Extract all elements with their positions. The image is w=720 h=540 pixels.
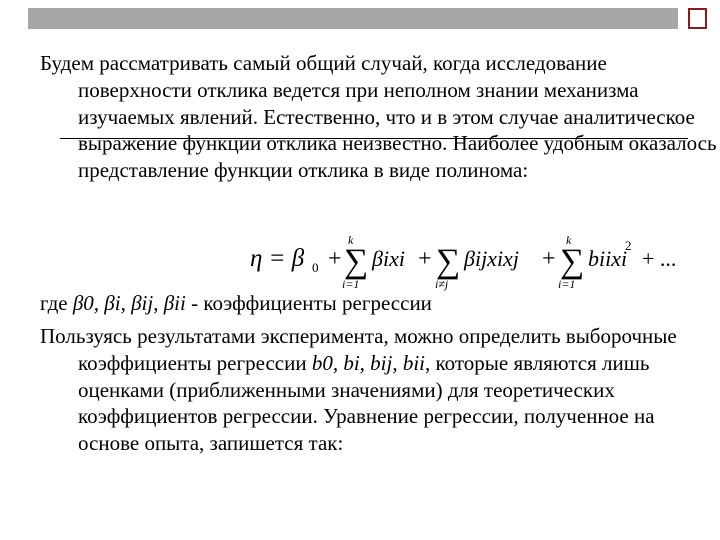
sum1-upper-limit: k	[348, 233, 354, 247]
results-paragraph	[40, 323, 718, 457]
coeff-suffix: - коэффициенты регрессии	[185, 291, 432, 315]
sum1-term: βixi	[372, 246, 405, 271]
sum1-lower-limit: i=1	[342, 277, 360, 291]
eq-plus-2: +	[418, 246, 432, 272]
coeff-symbols: β0, βi, βij, βii	[72, 291, 186, 315]
sum3-term-superscript: 2	[625, 238, 632, 253]
sum2-term: βijxixj	[464, 246, 519, 271]
eq-plus-1: +	[328, 246, 342, 272]
coeff-prefix: где	[40, 291, 73, 315]
sample-coeff-symbols: b0, bi, bij, bii	[311, 350, 426, 375]
eq-plus-3: +	[542, 246, 556, 272]
eq-ellipsis: + ...	[642, 246, 677, 271]
sum3-sigma: ∑	[560, 243, 585, 280]
corner-square-decoration	[688, 8, 707, 29]
sum3-lower-limit: i=1	[558, 277, 576, 291]
coefficients-line	[40, 290, 718, 317]
eq-lhs: η = β	[250, 245, 305, 272]
eq-lhs-subscript: 0	[312, 260, 319, 275]
sum3-upper-limit: k	[566, 233, 572, 247]
results-text-1: Пользуясь результатами эксперимента, можно определить выборочные коэффициенты регрессии	[40, 324, 677, 375]
title-bar-decoration	[28, 8, 678, 29]
results-text-2: , которые являются лишь оценками (приближенными значениями) для теоретических коэффициентов регрессии. Уравнение регрессии, полученное на основе опыта, запишется так:	[78, 350, 655, 456]
sum2-sigma: ∑	[436, 243, 461, 280]
sum2-lower-limit: i≠j	[435, 277, 449, 291]
regression-polynomial-equation	[250, 228, 690, 292]
sum3-term: biixi	[588, 246, 628, 271]
intro-paragraph: Будем рассматривать самый общий случай, когда исследование поверхности отклика ведется при неполном знании механизма изучаемых явлений. Естественно, что и в этом случае аналитическое выражение функции отклика неизвестно. Наиболее удобным оказалось представление функции отклика в виде полинома:	[40, 51, 717, 183]
sum1-sigma: ∑	[344, 243, 369, 280]
